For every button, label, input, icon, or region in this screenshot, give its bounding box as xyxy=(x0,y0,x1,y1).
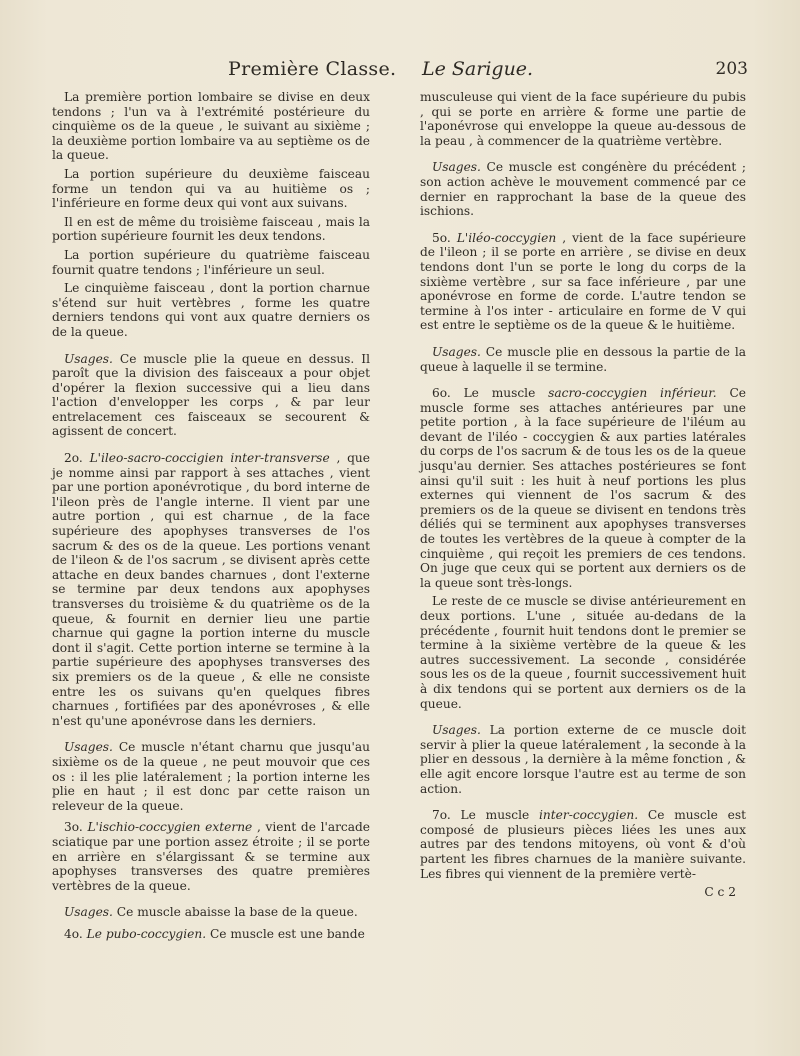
paragraph-text: Ce muscle est composé de plusieurs pièces liées les unes aux autres par des tendons mitoyens, où vont & d'où partent les fibres charnues de la manière suivante. Les fibres qui viennent de la première vertè- xyxy=(420,808,746,881)
muscle-paragraph xyxy=(420,808,746,881)
printer-signature-mark: C c 2 xyxy=(704,885,736,900)
paragraph: La portion supérieure du quatrième faisceau fournit quatre tendons ; l'inférieure un seul. xyxy=(52,247,370,277)
paragraph: Il en est de même du troisième faisceau , mais la portion supérieure fournit les deux tendons. xyxy=(52,214,370,244)
paragraph-text: Le muscle xyxy=(450,808,540,823)
paragraph: Le cinquième faisceau , dont la portion charnue s'étend sur huit vertèbres , forme les quatre derniers tendons qui vont aux quatre derniers os de la queue. xyxy=(52,281,370,339)
muscle-paragraph xyxy=(52,927,370,942)
item-number: 6o. xyxy=(432,386,451,401)
muscle-paragraph xyxy=(420,231,746,333)
header-class-title: Première Classe. xyxy=(228,58,397,80)
item-number: 5o. xyxy=(432,230,451,245)
usages-label: Usages. xyxy=(432,723,481,738)
left-column xyxy=(52,90,370,945)
usages-paragraph xyxy=(52,740,370,813)
usages-paragraph xyxy=(420,160,746,218)
page-number: 203 xyxy=(715,59,748,79)
paragraph-text: Ce muscle forme ses attaches antérieures par une petite portion , à la face supérieure de l'iléum au devant de l'iléo - coccygien & aux parties latérales du corps de l'os sacrum & de tous les os de la queue jusqu'au dernier. Ses attaches postérieures se font ainsi qu'il suit : les huit à neuf portions les plus externes qui viennent de l'os sacrum & des premiers os de la queue se divisent en tendons très déliés qui se terminent aux apophyses transverses de toutes les vertèbres de la queue à compter de la cinquième , qui reçoit les premiers de ces tendons. On juge que ceux qui se portent aux derniers os de la queue sont très-longs. xyxy=(420,386,746,590)
usages-paragraph xyxy=(52,352,370,440)
usages-label: Usages. xyxy=(64,351,113,366)
muscle-name: sacro-coccygien inférieur. xyxy=(548,386,717,401)
paragraph-text: Ce muscle n'étant charnu que jusqu'au sixième os de la queue , ne peut mouvoir que ces os : il les plie latéralement ; la portion interne les plie en haut ; il est donc par cette raison un releveur de la queue. xyxy=(52,740,370,813)
muscle-name: Le pubo-coccygien. xyxy=(86,926,207,941)
paragraph-text: Ce muscle plie la queue en dessus. Il paroît que la division des faisceaux a pour objet d'opérer la flexion successive qui a lieu dans l'action d'envelopper les corps , & par leur entrelacement ces faisceaux se secourent & agissent de concert. xyxy=(52,351,370,439)
muscle-name: L'iléo-coccygien xyxy=(456,230,557,245)
paragraph-text: , que je nomme ainsi par rapport à ses attaches , vient par une portion aponévrotique , du bord interne de l'ileon près de l'angle interne. Il vient par une autre portion , qui est charnue , de la face supérieure des apophyses transverses de l'os sacrum & des os de la queue. Les portions venant de l'ileon & de l'os sacrum , se divisent après cette attache en deux bandes charnues , dont l'externe se termine par deux tendons aux apophyses transverses du troisième & du quatrième os de la queue, & fournit en dernier lieu une partie charnue qui gagne la portion interne du muscle dont il s'agit. Cette portion interne se termine à la partie supérieure des apophyses transverses des six premiers os de la queue , & elle ne consiste entre les os suivans qu'en quelques fibres charnues , fortifiées par des aponévroses , & elle n'est qu'une aponévrose dans les derniers. xyxy=(52,451,370,728)
muscle-name: inter-coccygien. xyxy=(539,808,639,823)
muscle-name: L'ischio-coccygien externe xyxy=(87,820,253,835)
usages-paragraph xyxy=(420,345,746,374)
paragraph: Le reste de ce muscle se divise antérieurement en deux portions. L'une , située au-dedans de la précédente , fournit huit tendons dont le premier se termine à la sixième vertèbre de la queue & les autres successivement. La seconde , considérée sous les os de la queue , fournit successivement huit à dix tendons qui se portent aux derniers os de la queue. xyxy=(420,594,746,711)
usages-label: Usages. xyxy=(64,905,113,920)
usages-label: Usages. xyxy=(64,740,113,755)
paragraph-text: Ce muscle abaisse la base de la queue. xyxy=(112,905,358,920)
paragraph-text: Ce muscle est une bande xyxy=(206,926,365,941)
paragraph: musculeuse qui vient de la face supérieure du pubis , qui se porte en arrière & forme une partie de l'aponévrose qui enveloppe la queue au-dessous de la peau , à commencer de la quatrième vertèbre. xyxy=(420,90,746,148)
item-number: 7o. xyxy=(432,808,451,823)
paragraph-text: Ce muscle plie en dessous la partie de la queue à laquelle il se termine. xyxy=(420,344,746,374)
right-column xyxy=(420,90,746,904)
muscle-name: L'ileo-sacro-coccigien inter-transverse xyxy=(89,451,330,466)
paragraph-text: , vient de l'arcade sciatique par une portion assez étroite ; il se porte en arrière en s'élargissant & se termine aux apophyses transverses des quatre premières vertèbres de la queue. xyxy=(52,820,371,893)
paragraph: La première portion lombaire se divise en deux tendons ; l'un va à l'extrémité postérieure du cinquième os de la queue , le suivant au sixième ; la deuxième portion lombaire va au septième os de la queue. xyxy=(52,90,370,163)
item-number: 3o. xyxy=(64,820,83,835)
usages-paragraph xyxy=(420,723,746,796)
muscle-paragraph xyxy=(420,386,746,590)
paragraph-text: Le muscle xyxy=(450,386,549,401)
running-header xyxy=(52,58,752,84)
muscle-paragraph xyxy=(52,451,370,728)
usages-label: Usages. xyxy=(432,344,481,359)
usages-paragraph xyxy=(52,905,370,920)
paragraph-text: , vient de la face supérieure de l'ileon ; il se porte en arrière , se divise en deux tendons dont l'un se porte le long du corps de la sixième vertèbre , sur sa face inférieure , par une aponévrose en forme de corde. L'autre tendon se termine à l'os inter - articulaire en forme de V qui est entre le septième os de la queue & le huitième. xyxy=(420,230,747,333)
usages-label: Usages. xyxy=(432,160,481,175)
paragraph-text: Ce muscle est congénère du précédent ; son action achève le mouvement commencé par ce dernier en rapprochant la base de la queue des ischions. xyxy=(420,160,746,219)
item-number: 4o. xyxy=(64,926,83,941)
paragraph: La portion supérieure du deuxième faisceau forme un tendon qui va au huitième os ; l'inférieure en forme deux qui vont aux suivans. xyxy=(52,166,370,211)
paragraph-text: La portion externe de ce muscle doit servir à plier la queue latéralement , la seconde à la plier en dessous , la dernière à la même fonction , & elle agit encore lorsque l'autre est au terme de son action. xyxy=(420,723,746,796)
header-animal-title: Le Sarigue. xyxy=(422,58,534,80)
item-number: 2o. xyxy=(64,451,83,466)
muscle-paragraph xyxy=(52,820,370,893)
